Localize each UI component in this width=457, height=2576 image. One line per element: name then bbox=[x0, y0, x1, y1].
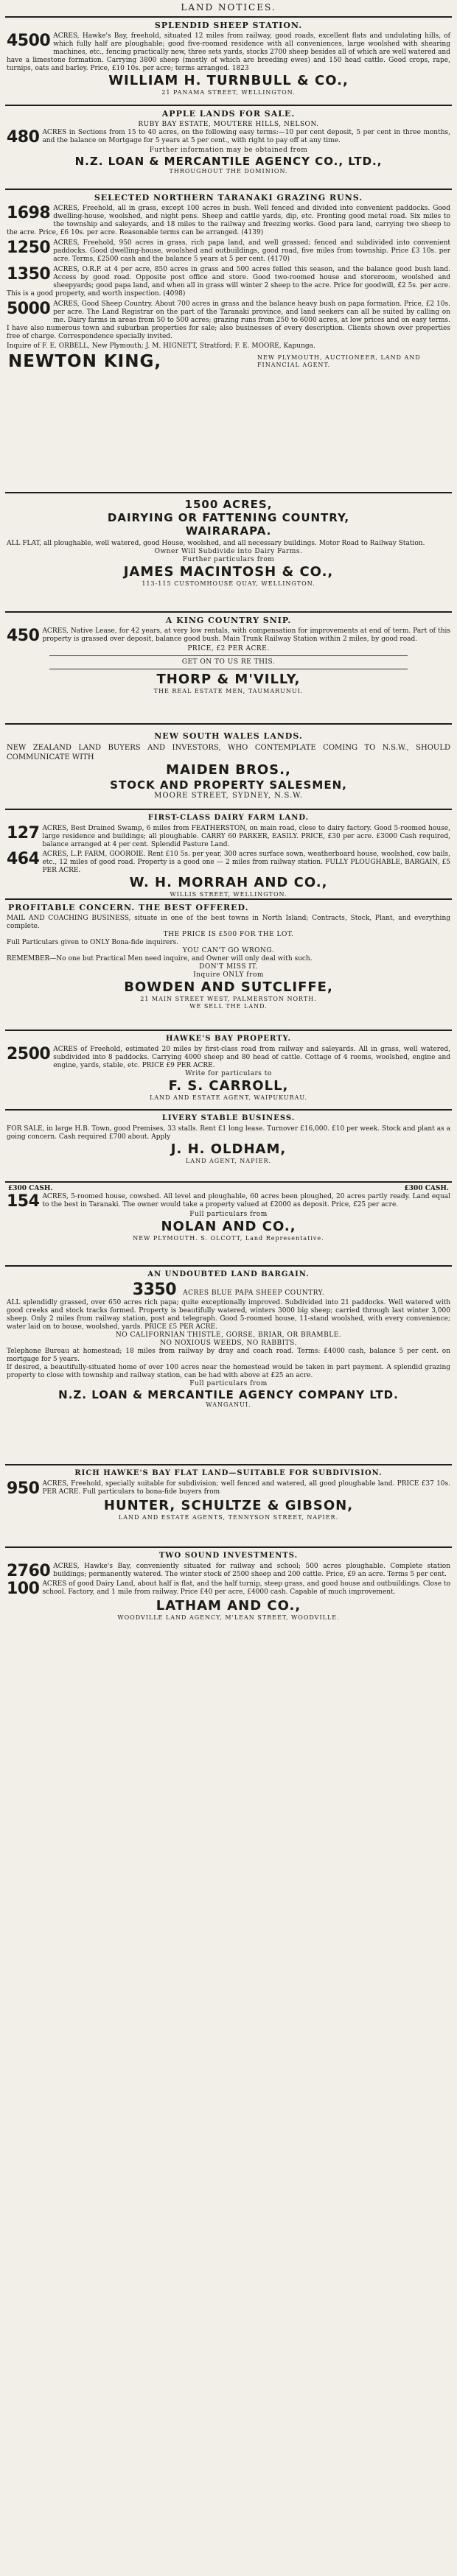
ad-coaching-business bbox=[5, 900, 452, 1031]
firm-name: BOWDEN AND SUTCLIFFE, bbox=[124, 979, 333, 995]
ad-heading: RICH HAWKE'S BAY FLAT LAND—SUITABLE FOR SUBDIVISION. bbox=[74, 1469, 383, 1477]
firm-name: N.Z. LOAN & MERCANTILE AGENCY CO., LTD., bbox=[74, 155, 383, 168]
ad-livery-stable bbox=[5, 1111, 452, 1183]
ad-footer: Further information may be obtained from bbox=[149, 147, 308, 154]
firm-name: HUNTER, SCHULTZE & GIBSON, bbox=[103, 1498, 354, 1513]
acreage-figure: 2760 bbox=[7, 1562, 51, 1580]
ad-footer: Inquire ONLY from bbox=[193, 971, 264, 979]
acreage-figure: 154 bbox=[7, 1192, 40, 1211]
ad-heading: TWO SOUND INVESTMENTS. bbox=[158, 1552, 299, 1560]
firm-name: WILLIAM H. TURNBULL & CO., bbox=[108, 73, 349, 88]
firm-name: J. H. OLDHAM, bbox=[170, 1141, 287, 1157]
acreage-figure: 127 bbox=[7, 824, 40, 842]
ad-sub: GET ON TO US RE THIS. bbox=[181, 658, 276, 666]
firm-subtitle: STOCK AND PROPERTY SALESMEN, bbox=[110, 778, 347, 792]
ad-sub-2: DON'T MISS IT. bbox=[199, 963, 258, 971]
ad-footer: Full particulars from bbox=[189, 1211, 268, 1218]
ad-text: FOR SALE, in large H.B. Town, good Premises, 33 stalls. Rent £1 long lease. Turnover £16,000. £10 per week. Stock and plant as a going concern. Cash required £700 about. Apply bbox=[7, 1125, 450, 1141]
ad-heading-3: WAIRARAPA. bbox=[185, 524, 272, 538]
listing bbox=[5, 266, 452, 298]
firm-name: F. S. CARROLL, bbox=[168, 1078, 289, 1094]
ad-footer: Write for particulars to bbox=[185, 1070, 272, 1077]
newspaper-page bbox=[5, 0, 452, 1621]
firm-address-2: WE SELL THE LAND. bbox=[189, 1003, 268, 1010]
ad-text: ACRES, Freehold, specially suitable for subdivision; well fenced and watered, all good ploughable land. PRICE £37 10s. PER ACRE. Full particulars to bona-fide buyers from bbox=[42, 1480, 450, 1496]
ad-apple-lands bbox=[5, 106, 452, 190]
acreage-figure: 1250 bbox=[7, 239, 51, 257]
ad-text-3: REMEMBER—No one but Practical Men need inquire, and Owner will only deal with such. bbox=[7, 955, 313, 963]
ad-heading: NEW SOUTH WALES LANDS. bbox=[154, 731, 303, 741]
ad-footer: Further particulars from bbox=[182, 556, 275, 563]
listing bbox=[5, 825, 452, 849]
ad-rich-flat-land bbox=[5, 1465, 452, 1548]
ad-text: ACRES, Native Lease, for 42 years, at very low rentals, with compensation for improvements at end of term. Part of this property is grassed over deposit, balance good bush. Main Trunk Railway Station within 2 miles, by good road. bbox=[42, 627, 450, 643]
acreage-figure: 950 bbox=[7, 1479, 40, 1498]
firm-address: WANGANUI. bbox=[206, 1401, 251, 1408]
ad-hawkes-bay-property bbox=[5, 1031, 452, 1111]
ad-heading-2: DAIRYING OR FATTENING COUNTRY, bbox=[107, 511, 350, 524]
acreage-figure: 3350 bbox=[132, 1281, 176, 1299]
ad-heading: AN UNDOUBTED LAND BARGAIN. bbox=[147, 1270, 310, 1278]
firm-address: 113-115 CUSTOMHOUSE QUAY, WELLINGTON. bbox=[142, 580, 315, 587]
ad-sub: NO CALIFORNIAN THISTLE, GORSE, BRIAR, OR BRAMBLE. bbox=[115, 1331, 342, 1339]
firm-name: THORP & M'VILLY, bbox=[156, 672, 301, 687]
ad-nsw-lands bbox=[5, 725, 452, 810]
ad-heading: LIVERY STABLE BUSINESS. bbox=[161, 1114, 296, 1122]
firm-name: LATHAM AND CO., bbox=[156, 1598, 301, 1613]
ad-heading: SPLENDID SHEEP STATION. bbox=[154, 21, 303, 30]
listing bbox=[5, 205, 452, 237]
ad-text: NEW ZEALAND LAND BUYERS AND INVESTORS, WHO CONTEMPLATE COMING TO N.S.W., SHOULD COMMUNICATE WITH bbox=[7, 744, 450, 761]
ad-land-bargain bbox=[5, 1267, 452, 1465]
ad-text: ACRES of good Dairy Land, about half is flat, and the half turnip, steep grass, and good house and outbuildings. Close to school. Factory, and 1 mile from railway. Price £40 per acre, £4000 cash. Capable of much improvement. bbox=[42, 1580, 450, 1596]
ad-price: THE PRICE IS £500 FOR THE LOT. bbox=[163, 931, 294, 938]
listing bbox=[5, 1563, 452, 1579]
ad-top-right: £300 CASH. bbox=[404, 1185, 449, 1192]
ad-text: ACRES, Hawke's Bay, conveniently situated for railway and school; 500 acres ploughable. Complete station buildings; permanently watered. The winter stock of 2500 sheep and 200 cattle. Price, £9 an acre. Terms 5 per cent. bbox=[53, 1563, 450, 1578]
agents-line: Inquire of F. E. ORBELL, New Plymouth; J. M. HIGNETT, Stratford; F. E. MOORE, Kapunga. bbox=[7, 342, 315, 350]
ad-heading: PROFITABLE CONCERN. THE BEST OFFERED. bbox=[8, 903, 249, 912]
ad-heading: APPLE LANDS FOR SALE. bbox=[161, 109, 296, 119]
ad-text: ACRES, Freehold, all in grass, except 100 acres in bush. Well fenced and divided into convenient paddocks. Good dwelling-house, woolshed, and night pens. Sheep and cattle yards, dip, etc. Fronting good metal road. Six miles to the township and saleyards, and 18 miles to the railway and freezing works. Good para land, carrying two sheep to the acre. Price, £6 10s. per acre. Reasonable terms can be arranged. bbox=[7, 205, 450, 236]
firm-address: THE REAL ESTATE MEN, TAUMARUNUI. bbox=[153, 688, 304, 694]
ad-heading: FIRST-CLASS DAIRY FARM LAND. bbox=[147, 814, 310, 822]
firm-address: NEW PLYMOUTH. S. OLCOTT, Land Representative. bbox=[133, 1235, 324, 1242]
listing bbox=[5, 239, 452, 264]
ad-text: ACRES, L.P. FARM, GOOROIE. Rent £10 5s. per year, 300 acres surface sown, weatherboard house, woolshed, cow bails, etc., 12 miles of good road. Property is a good one — 2 miles from railway station. FULLY PLOUGHABLE, BARGAIN, £5 PER ACRE. bbox=[42, 851, 450, 874]
acreage-figure: 1698 bbox=[7, 204, 51, 222]
firm-address: MOORE STREET, SYDNEY, N.S.W. bbox=[154, 792, 303, 800]
firm-address: LAND AND ESTATE AGENT, WAIPUKURAU. bbox=[150, 1094, 307, 1101]
firm-name: W. H. MORRAH AND CO., bbox=[129, 875, 328, 890]
firm-address: NEW PLYMOUTH, AUCTIONEER, LAND AND FINANCIAL AGENT. bbox=[257, 354, 421, 368]
ad-text: ACRES, Freehold, 950 acres in grass, rich papa land, and well grassed; fenced and subdivided into convenient paddocks. Good dwelling-house, woolshed and outbuildings, good road, five miles from township. Price £3 10s. per acre. Terms, £2500 cash and the balance 5 years at 5 per cent. bbox=[53, 239, 450, 263]
ad-footer: Full particulars from bbox=[189, 1380, 268, 1387]
ad-text-2: Full Particulars given to ONLY Bona-fide inquirers. bbox=[7, 939, 179, 946]
ad-taranaki-farm bbox=[5, 1183, 452, 1267]
listing bbox=[5, 851, 452, 875]
ad-heading: 1500 ACRES, bbox=[184, 498, 273, 511]
ad-price: PRICE, £2 PER ACRE. bbox=[187, 645, 270, 652]
ad-heading: A KING COUNTRY SNIP. bbox=[165, 616, 292, 625]
acreage-figure: 1350 bbox=[7, 265, 51, 284]
divider bbox=[49, 655, 408, 656]
firm-address: 21 MAIN STREET WEST, PALMERSTON NORTH. bbox=[140, 996, 317, 1002]
ad-subheading: ACRES BLUE PAPA SHEEP COUNTRY. bbox=[183, 1289, 325, 1297]
ad-text: ACRES, Good Sheep Country. About 700 acres in grass and the balance heavy bush on papa formation. Price, £2 10s. per acre. The Land Registrar on the part of the Taranaki province, and land seekers can all be suited by calling on me. Dairy farms in areas from 50 to 500 acres; grazing runs from 250 to 6000 acres, at low prices and on easy terms. I have also numerous town and suburban properties for sale; also businesses of every description. Clients shown over properties free of charge. Correspondence specially invited. bbox=[7, 300, 450, 340]
ad-sub: YOU CAN'T GO WRONG. bbox=[182, 947, 275, 954]
acreage-figure: 2500 bbox=[7, 1045, 51, 1063]
ad-tag: (4098) bbox=[163, 290, 186, 298]
ad-text-2: Telephone Bureau at homestead; 18 miles from railway by dray and coach road. Terms: £4000 cash, balance 5 per cent. on mortgage for 5 years. bbox=[7, 1348, 450, 1363]
ad-text: ACRES in Sections from 15 to 40 acres, on the following easy terms:—10 per cent deposit, 5 per cent in three months, and the balance on Mortgage for 5 years at 5 per cent., with right to pay off at any time. bbox=[42, 129, 450, 144]
ad-text: ACRES, Hawke's Bay, freehold, situated 12 miles from railway, good roads, excellent flats and undulating hills, of which fully half are ploughable; good five-roomed residence with all conveniences, large woolshed with shearing machines, etc., fencing practically new, three sets yards, stocks 2700 sheep besides all of which are well watered and have a limestone formation. Carrying 3800 sheep (mostly of which are breeding ewes) and 150 head cattle. Good crops, rape, turnips, oats and barley. Price, £10 10s. per acre; terms arranged. bbox=[7, 32, 450, 72]
ad-tag: 1823 bbox=[231, 65, 249, 72]
acreage-figure: 480 bbox=[7, 128, 40, 147]
firm-address: 21 PANAMA STREET, WELLINGTON. bbox=[161, 89, 296, 96]
firm-name: NOLAN AND CO., bbox=[161, 1219, 296, 1234]
ad-dairy-farm bbox=[5, 810, 452, 900]
ad-text: ALL FLAT, all ploughable, well watered, good House, woolshed, and all necessary buildings. Motor Road to Railway Station. bbox=[7, 540, 425, 547]
ad-heading: SELECTED NORTHERN TARANAKI GRAZING RUNS. bbox=[94, 193, 363, 203]
firm-address: WILLIS STREET, WELLINGTON. bbox=[170, 891, 287, 898]
ad-two-investments bbox=[5, 1548, 452, 1648]
ad-text: ACRES of Freehold, estimated 20 miles by first-class road from railway and saleyards. All in grass, well watered, subdivided into 8 paddocks. Carrying 4000 sheep and 80 head of cattle. Cottage of 4 rooms, woolshed, engine and engine, yards, stable, etc. PRICE £9 PER ACRE. bbox=[53, 1046, 450, 1069]
firm-name: JAMES MACINTOSH & CO., bbox=[123, 564, 334, 580]
ad-text: ACRES, Best Drained Swamp, 6 miles from FEATHERSTON, on main road, close to dairy factory. Good 5-roomed house, large residence and buildings; all ploughable. CARRY 60 PARKER, EASILY. PRICE, £30 per acre. £3000 Cash required, balance arranged at 4 per cent. Splendid Pasture Land. bbox=[42, 825, 450, 848]
ad-taranaki-runs bbox=[5, 190, 452, 493]
ad-top-left: £300 CASH. bbox=[8, 1185, 53, 1192]
acreage-figure: 464 bbox=[7, 850, 40, 868]
ad-tag: (4139) bbox=[241, 229, 264, 236]
ad-subheading: RUBY BAY ESTATE, MOUTERE HILLS, NELSON. bbox=[138, 121, 319, 128]
acreage-figure: 5000 bbox=[7, 300, 51, 318]
listing bbox=[5, 1580, 452, 1597]
acreage-figure: 450 bbox=[7, 627, 40, 645]
firm-name: MAIDEN BROS., bbox=[166, 762, 291, 778]
ad-text: ACRES, O.R.P. at 4 per acre, 850 acres in grass and 500 acres felled this season, and the balance good bush land. Access by good road. Opposite post office and store. Good two-roomed house and storeroom, woolshed and sheepyards; good papa land, and when all in grass will winter 2 sheep to the acre. Price for goodwill, £2 5s. per acre. This is a good property, and worth inspection. bbox=[7, 266, 450, 298]
ad-text: ACRES, 5-roomed house, cowshed. All level and ploughable, 60 acres been ploughed, 20 acres partly ready. Land equal to the best in Taranaki. The owner would take a property valued at £2000 as deposit. Price, £25 per acre. bbox=[42, 1193, 450, 1208]
acreage-figure: 100 bbox=[7, 1580, 40, 1598]
ad-text: ALL splendidly grassed, over 650 acres rich papa; quite exceptionally improved. Subdivided into 21 paddocks. Well watered with good creeks and stock tracks formed. Property is beautifully watered, winters 3000 big sheep; carried through last winter 3,000 sheep. Only 2 miles from railway station, post and telegraph. Good 5-roomed house, 11-stand woolshed, with every convenience; water laid on to house, woolshed, yards. PRICE £5 PER ACRE. bbox=[7, 1299, 450, 1331]
firm-address: LAND AND ESTATE AGENTS, TENNYSON STREET, NAPIER. bbox=[118, 1514, 339, 1521]
firm-address: THROUGHOUT THE DOMINION. bbox=[169, 168, 288, 175]
acreage-figure: 4500 bbox=[7, 32, 51, 50]
ad-text: MAIL AND COACHING BUSINESS, situate in one of the best towns in North Island; Contracts, Stock, Plant, and everything complete. bbox=[7, 915, 450, 930]
page-title: LAND NOTICES. bbox=[5, 0, 452, 18]
ad-sheep-station bbox=[5, 18, 452, 106]
ad-wairarapa bbox=[5, 493, 452, 613]
ad-text-3: If desired, a beautifully-situated home of over 100 acres near the homestead would be taken in part payment. A splendid grazing property to close with township and railway station, can be had with above at £25 an acre. bbox=[7, 1364, 450, 1379]
firm-address: LAND AGENT, NAPIER. bbox=[185, 1158, 272, 1164]
firm-address: WOODVILLE LAND AGENCY, M'LEAN STREET, WOODVILLE. bbox=[117, 1614, 340, 1621]
ad-sub: Owner Will Subdivide into Dairy Farms. bbox=[154, 548, 303, 555]
firm-name: N.Z. LOAN & MERCANTILE AGENCY COMPANY LTD. bbox=[58, 1388, 399, 1401]
ad-tag: (4170) bbox=[268, 256, 290, 263]
listing bbox=[5, 300, 452, 341]
ad-sub-2: NO NOXIOUS WEEDS, NO RABBITS. bbox=[160, 1340, 297, 1347]
firm-name: NEWTON KING, bbox=[8, 352, 162, 371]
ad-king-country bbox=[5, 613, 452, 725]
ad-heading: HAWKE'S BAY PROPERTY. bbox=[166, 1035, 291, 1043]
